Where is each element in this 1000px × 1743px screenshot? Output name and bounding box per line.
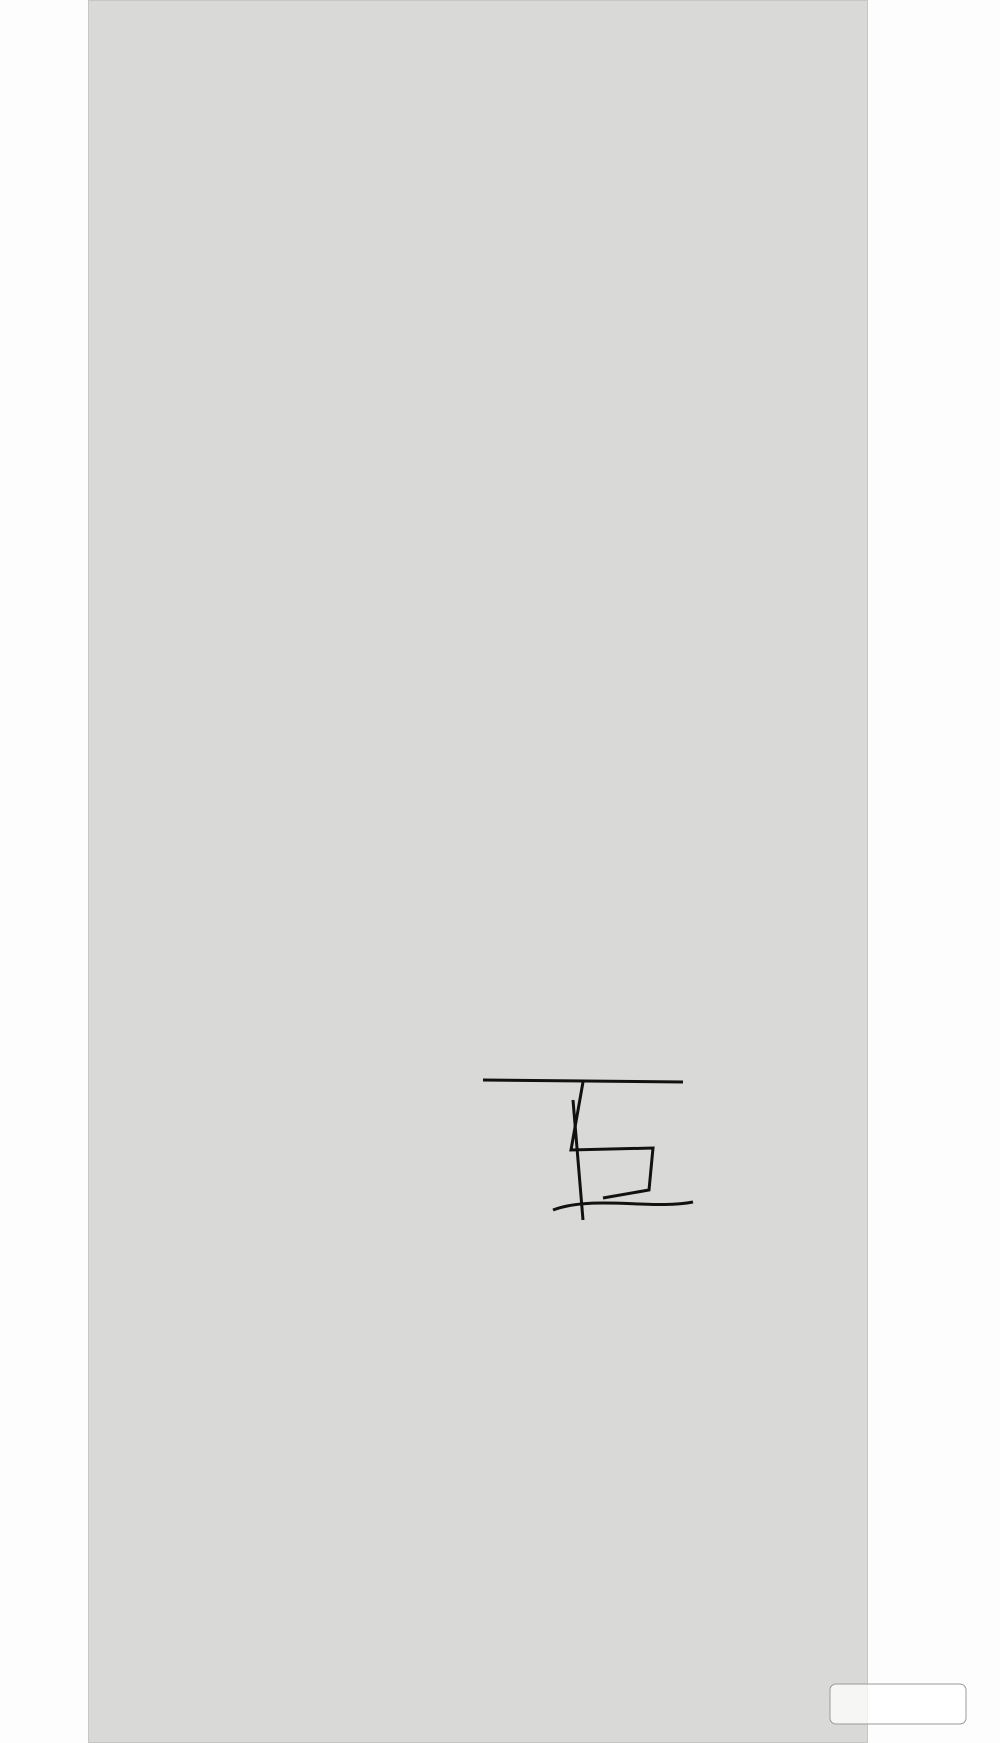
stamp-mark (453, 1060, 723, 1250)
watermark-logo (828, 1680, 968, 1740)
left-margin (0, 0, 88, 1743)
right-margin (868, 0, 1000, 1743)
scanned-page (88, 0, 868, 1743)
page-content (112, 20, 848, 22)
